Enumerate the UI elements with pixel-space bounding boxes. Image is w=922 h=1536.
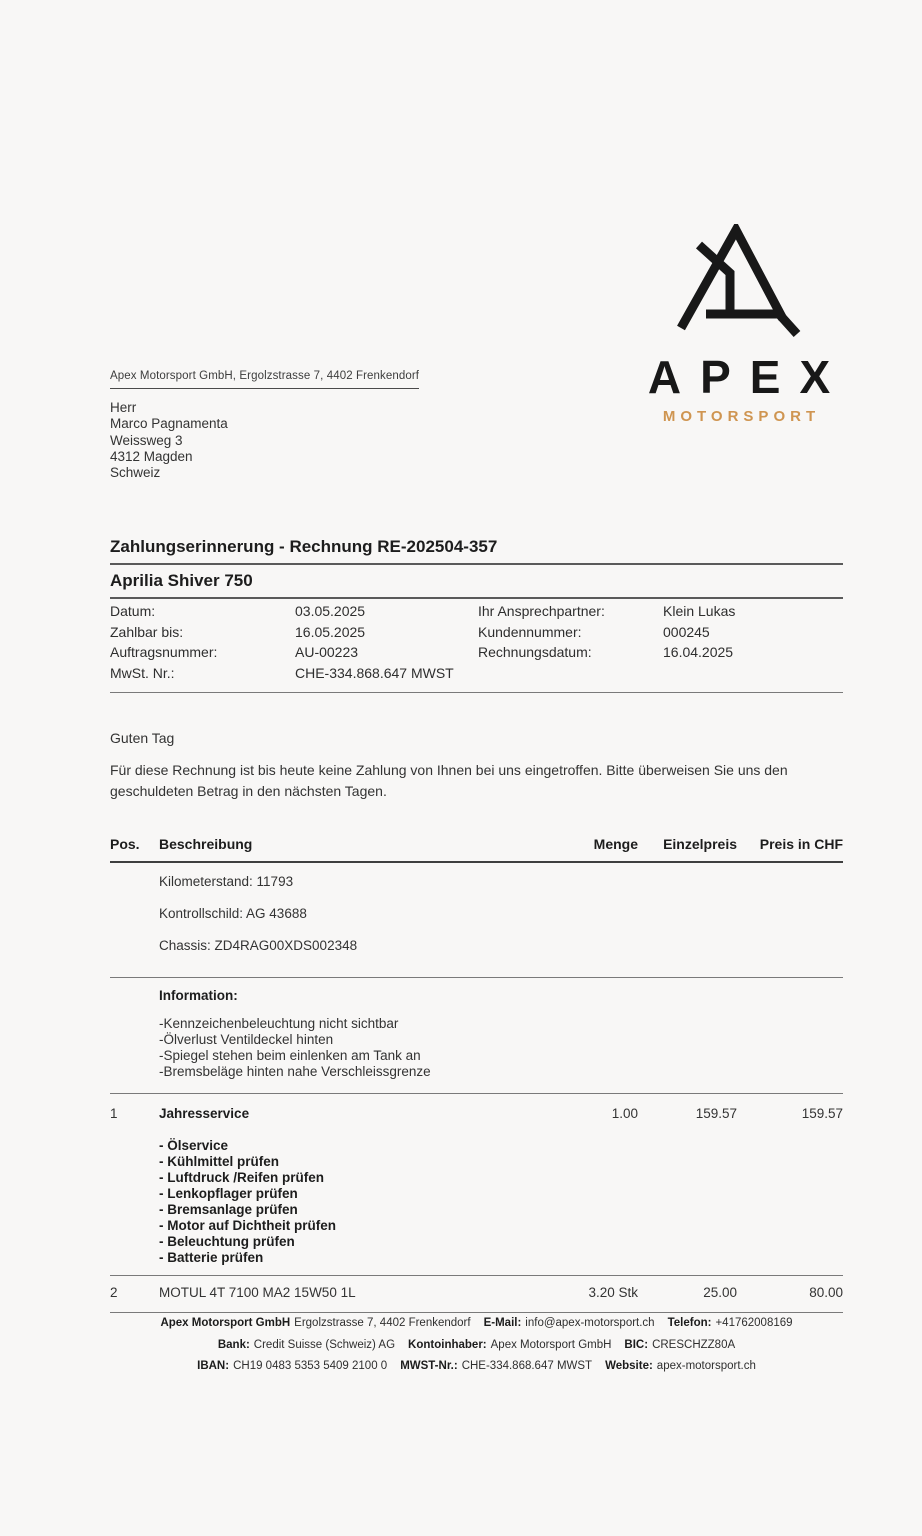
item-total: 80.00 (809, 1285, 843, 1300)
table-row (110, 1094, 843, 1276)
item-total: 159.57 (801, 1106, 843, 1121)
footer-bank: Credit Suisse (Schweiz) AG (253, 1338, 396, 1351)
information-list (159, 1016, 558, 1080)
meta-label: MwSt. Nr.: (110, 664, 175, 681)
item-detail-line: - Luftdruck /Reifen prüfen (159, 1170, 324, 1185)
col-header-description: Beschreibung (159, 836, 253, 852)
footer (110, 1313, 843, 1378)
vehicle-info-line: Kilometerstand: 11793 (159, 874, 294, 889)
footer-bic: CRESCHZZ80A (652, 1338, 736, 1351)
meta-value: AU-00223 (295, 644, 359, 661)
footer-email-label: E-Mail: (483, 1317, 522, 1329)
document-subtitle: Aprilia Shiver 750 (110, 572, 843, 599)
table-header-row (110, 836, 843, 863)
letter-section (110, 730, 843, 802)
meta-label: Datum: (110, 603, 156, 619)
invoice-meta (110, 601, 843, 693)
footer-holder-label: Kontoinhaber: (408, 1338, 487, 1351)
item-pos: 2 (110, 1285, 118, 1300)
vehicle-info-line: Kontrollschild: AG 43688 (159, 906, 307, 921)
footer-mwst-label: MWST-Nr.: (400, 1360, 458, 1372)
information-item: -Ölverlust Ventildeckel hinten (159, 1032, 334, 1047)
item-unit-price: 25.00 (703, 1285, 737, 1300)
item-details-list (159, 1138, 843, 1266)
item-detail-line: - Ölservice (159, 1138, 229, 1153)
meta-label: Kundennummer: (478, 623, 582, 640)
footer-phone-label: Telefon: (667, 1317, 712, 1329)
meta-label: Zahlbar bis: (110, 623, 184, 640)
vehicle-info-list (159, 875, 558, 965)
brand-subtitle: MOTORSPORT (662, 408, 821, 425)
meta-value: Klein Lukas (663, 603, 736, 619)
item-detail-line: - Motor auf Dichtheit prüfen (159, 1218, 336, 1233)
meta-label: Rechnungsdatum: (478, 644, 592, 661)
item-pos: 1 (110, 1106, 118, 1121)
table-row (110, 1276, 843, 1313)
footer-website-label: Website: (605, 1360, 653, 1372)
item-detail-line: - Bremsanlage prüfen (159, 1202, 298, 1217)
col-header-total: Preis in CHF (759, 836, 843, 852)
meta-label: Ihr Ansprechpartner: (478, 603, 605, 619)
recipient-country: Schweiz (110, 465, 161, 481)
items-table (110, 836, 843, 1313)
information-item: -Bremsbeläge hinten nahe Verschleissgrenze (159, 1064, 431, 1079)
meta-value: 16.05.2025 (295, 623, 366, 640)
recipient-city: 4312 Magden (110, 448, 193, 464)
footer-iban: CH19 0483 5353 5409 2100 0 (233, 1360, 388, 1372)
company-logo (633, 224, 850, 425)
item-qty: 1.00 (611, 1106, 638, 1121)
footer-holder: Apex Motorsport GmbH (490, 1338, 612, 1351)
apex-logo-icon (677, 224, 801, 346)
information-item: -Spiegel stehen beim einlenken am Tank an (159, 1048, 421, 1063)
item-qty: 3.20 Stk (588, 1285, 638, 1300)
brand-wordmark: APEX (647, 351, 850, 403)
item-detail-line: - Lenkopflager prüfen (159, 1186, 298, 1201)
empty-pos-cell (110, 989, 159, 1080)
information-heading: Information: (159, 988, 238, 1003)
recipient-street: Weissweg 3 (110, 432, 183, 448)
footer-address: Ergolzstrasse 7, 4402 Frenkendorf (294, 1317, 471, 1329)
vehicle-info-line: Chassis: ZD4RAG00XDS002348 (159, 938, 358, 953)
item-detail-line: - Kühlmittel prüfen (159, 1154, 279, 1169)
title-block (110, 538, 843, 599)
item-detail-line: - Batterie prüfen (159, 1250, 264, 1265)
meta-value: CHE-334.868.647 MWST (295, 664, 454, 681)
recipient-address (110, 400, 228, 481)
col-header-unit-price: Einzelpreis (663, 836, 737, 852)
vehicle-info-row (110, 863, 843, 978)
footer-iban-label: IBAN: (197, 1360, 230, 1372)
footer-line-1 (110, 1313, 843, 1335)
footer-website: apex-motorsport.ch (656, 1360, 756, 1372)
information-row (110, 978, 843, 1094)
item-name: Jahresservice (159, 1106, 250, 1121)
col-header-qty: Menge (593, 836, 638, 852)
recipient-name: Marco Pagnamenta (110, 416, 228, 432)
footer-bic-label: BIC: (624, 1338, 649, 1351)
empty-pos-cell (110, 875, 159, 965)
footer-email: info@apex-motorsport.ch (525, 1317, 655, 1329)
document-title: Zahlungserinnerung - Rechnung RE-202504-357 (110, 538, 843, 565)
meta-value: 16.04.2025 (663, 644, 734, 661)
meta-value: 000245 (663, 623, 710, 640)
letter-body: Für diese Rechnung ist bis heute keine Zahlung von Ihnen bei uns eingetroffen. Bitte überweisen Sie uns den geschuldeten Betrag in den nächsten Tagen. (110, 762, 788, 799)
meta-value (663, 663, 843, 684)
col-header-pos: Pos. (110, 836, 140, 852)
footer-mwst: CHE-334.868.647 MWST (461, 1360, 593, 1372)
item-name: MOTUL 4T 7100 MA2 15W50 1L (159, 1285, 356, 1300)
meta-value: 03.05.2025 (295, 603, 366, 619)
meta-label: Auftragsnummer: (110, 644, 218, 661)
information-item: -Kennzeichenbeleuchtung nicht sichtbar (159, 1016, 399, 1031)
footer-line-3 (110, 1356, 843, 1378)
meta-label (478, 663, 663, 684)
recipient-salutation: Herr (110, 400, 137, 415)
sender-address-line: Apex Motorsport GmbH, Ergolzstrasse 7, 4402 Frenkendorf (110, 370, 419, 389)
item-unit-price: 159.57 (695, 1106, 737, 1121)
item-detail-line: - Beleuchtung prüfen (159, 1234, 295, 1249)
footer-bank-label: Bank: (217, 1338, 250, 1351)
footer-phone: +41762008169 (715, 1317, 793, 1329)
greeting: Guten Tag (110, 730, 175, 746)
footer-company: Apex Motorsport GmbH (160, 1317, 291, 1329)
information-block (159, 989, 558, 1080)
footer-line-2 (110, 1335, 843, 1357)
